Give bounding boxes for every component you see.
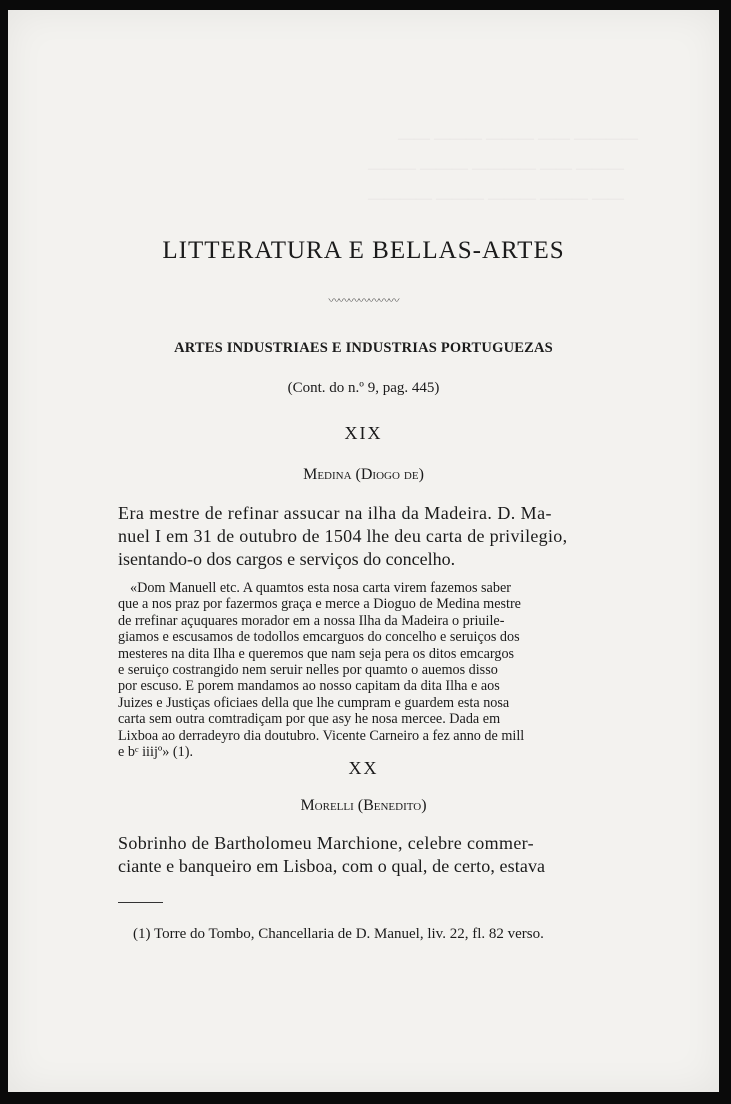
section-heading: ARTES INDUSTRIAES E INDUSTRIAS PORTUGUEZAS [174,340,553,356]
quote-line: «Dom Manuell etc. A quamtos esta nosa carta virem fazemos saber [130,580,511,596]
quote-line: que a nos praz por fazermos graça e merce a Dioguo de Medina mestre [118,596,521,613]
quote-line: carta sem outra comtradiçam por que asy he nosa mercee. Dada em [118,711,501,728]
page-title: LITTERATURA E BELLAS-ARTES [162,237,565,264]
entry-numeral: XIX [344,423,383,443]
paragraph-line: Sobrinho de Bartholomeu Marchione, celebre commer- [118,833,535,853]
entry-paragraph [118,502,591,571]
document-quote [118,580,594,760]
paragraph-line: nuel I em 31 de outubro de 1504 lhe deu carta de privilegio, [118,526,568,546]
footnote: (1) Torre do Tombo, Chancellaria de D. Manuel, liv. 22, fl. 82 verso. [133,926,544,942]
quote-line: por escuso. E porem mandamos ao nosso capitam da dita Ilha e aos [118,678,500,695]
paragraph-line: Era mestre de refinar assucar na ilha da Madeira. D. Ma- [118,503,553,523]
quote-line: e seruiço costrangido nem seruir nelles por quamto o auemos disso [118,662,498,679]
footnote-rule [118,902,163,903]
bleed-through-texture: ———— ——— ——— ——— —— [368,190,624,207]
bleed-through-texture: ——— ——— ———— —— ——— [368,160,624,177]
quote-line: e bᶜ iiijº» (1). [118,744,194,761]
quote-line: de rrefinar açuquares morador em a nossa Ilha da Madeira o priuile- [118,612,505,629]
bleed-through-texture: —— ——— ——— —— ———— [398,130,638,147]
entry-name: Morelli (Benedito) [300,797,427,814]
quote-line: Juizes e Justiças oficiaes della que lhe cumpram e guardem esta nosa [118,694,510,711]
entry-numeral: XX [348,758,379,778]
paragraph-line: isentando-o dos cargos e serviços do concelho. [118,549,456,569]
quote-line: giamos e escusamos de todollos emcarguos do concelho e seruiços dos [118,629,520,646]
quote-line: Lixboa ao derradeyro dia doutubro. Vicente Carneiro a fez anno de mill [118,727,525,744]
quote-line: mesteres na dita Ilha e queremos que nam seja pera os ditos emcargos [118,645,515,662]
paragraph-line: ciante e banqueiro em Lisboa, com o qual, de certo, estava [118,856,546,876]
entry-name: Medina (Diogo de) [303,466,424,483]
document-page [8,10,719,1092]
entry-paragraph [118,832,591,878]
continuation-note: (Cont. do n.º 9, pag. 445) [287,380,440,396]
title-ornament: 〰〰〰〰〰〰〰 [328,295,399,307]
